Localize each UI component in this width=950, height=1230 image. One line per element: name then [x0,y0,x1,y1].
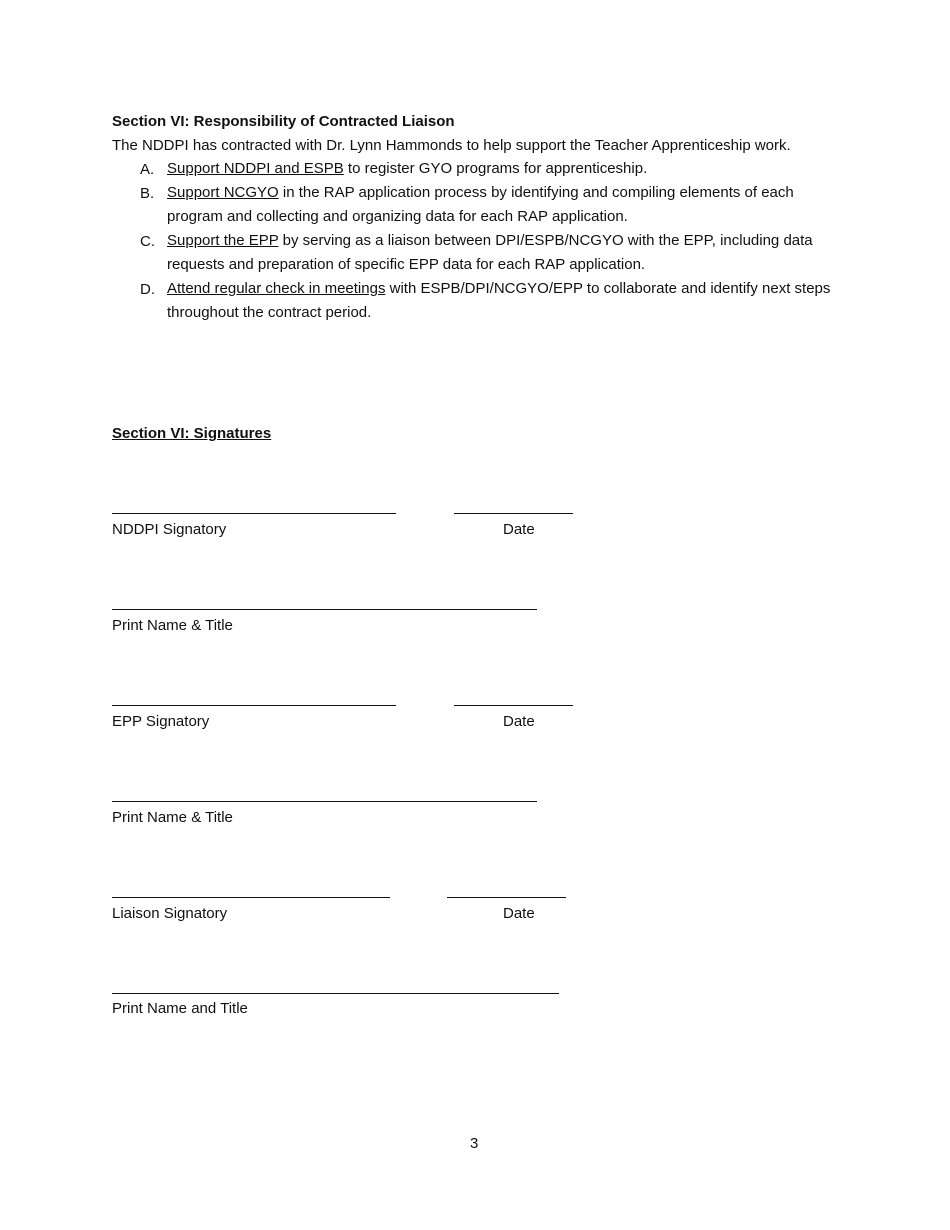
list-item-text: by serving as a liaison between DPI/ESPB/NCGYO with the EPP, including data requests and preparation of specific EPP data for each RAP application. [167,232,813,273]
nddpi-signatory-label: NDDPI Signatory [112,521,227,538]
list-item-underlined: Support the EPP [167,232,279,249]
list-item-underlined: Support NDDPI and ESPB [167,160,344,177]
epp-signature-line[interactable] [112,705,396,706]
epp-print-name-line[interactable] [112,801,537,802]
liaison-date-line[interactable] [447,897,566,898]
list-item-letter: B. [140,185,155,202]
liaison-date-label: Date [503,905,535,922]
epp-date-line[interactable] [454,705,573,706]
page-number: 3 [470,1135,479,1152]
epp-print-name-label: Print Name & Title [112,809,233,826]
nddpi-print-name-line[interactable] [112,609,537,610]
liaison-print-name-line[interactable] [112,993,559,994]
liaison-signatory-label: Liaison Signatory [112,905,228,922]
list-item [167,229,837,277]
nddpi-print-name-label: Print Name & Title [112,617,233,634]
nddpi-date-line[interactable] [454,513,573,514]
epp-signatory-label: EPP Signatory [112,713,210,730]
list-item-underlined: Attend regular check in meetings [167,280,386,297]
list-item [167,277,837,325]
list-item-letter: D. [140,281,155,298]
liaison-signature-line[interactable] [112,897,390,898]
liaison-print-name-label: Print Name and Title [112,1000,248,1017]
list-item-underlined: Support NCGYO [167,184,279,201]
epp-date-label: Date [503,713,535,730]
list-item-text: with ESPB/DPI/NCGYO/EPP to collaborate and identify next steps throughout the contract period. [167,280,831,321]
list-item-text: in the RAP application process by identifying and compiling elements of each program and collecting and organizing data for each RAP application. [167,184,794,225]
section-signatures-heading: Section VI: Signatures [112,425,272,442]
nddpi-signature-line[interactable] [112,513,396,514]
list-item-letter: A. [140,161,155,178]
list-item-text: to register GYO programs for apprenticeship. [343,160,648,177]
intro-paragraph: The NDDPI has contracted with Dr. Lynn Hammonds to help support the Teacher Apprenticeship work. [112,137,791,154]
list-item [167,181,837,229]
list-item [167,157,837,181]
section-responsibility-heading: Section VI: Responsibility of Contracted Liaison [112,113,455,130]
list-item-letter: C. [140,233,155,250]
nddpi-date-label: Date [503,521,535,538]
